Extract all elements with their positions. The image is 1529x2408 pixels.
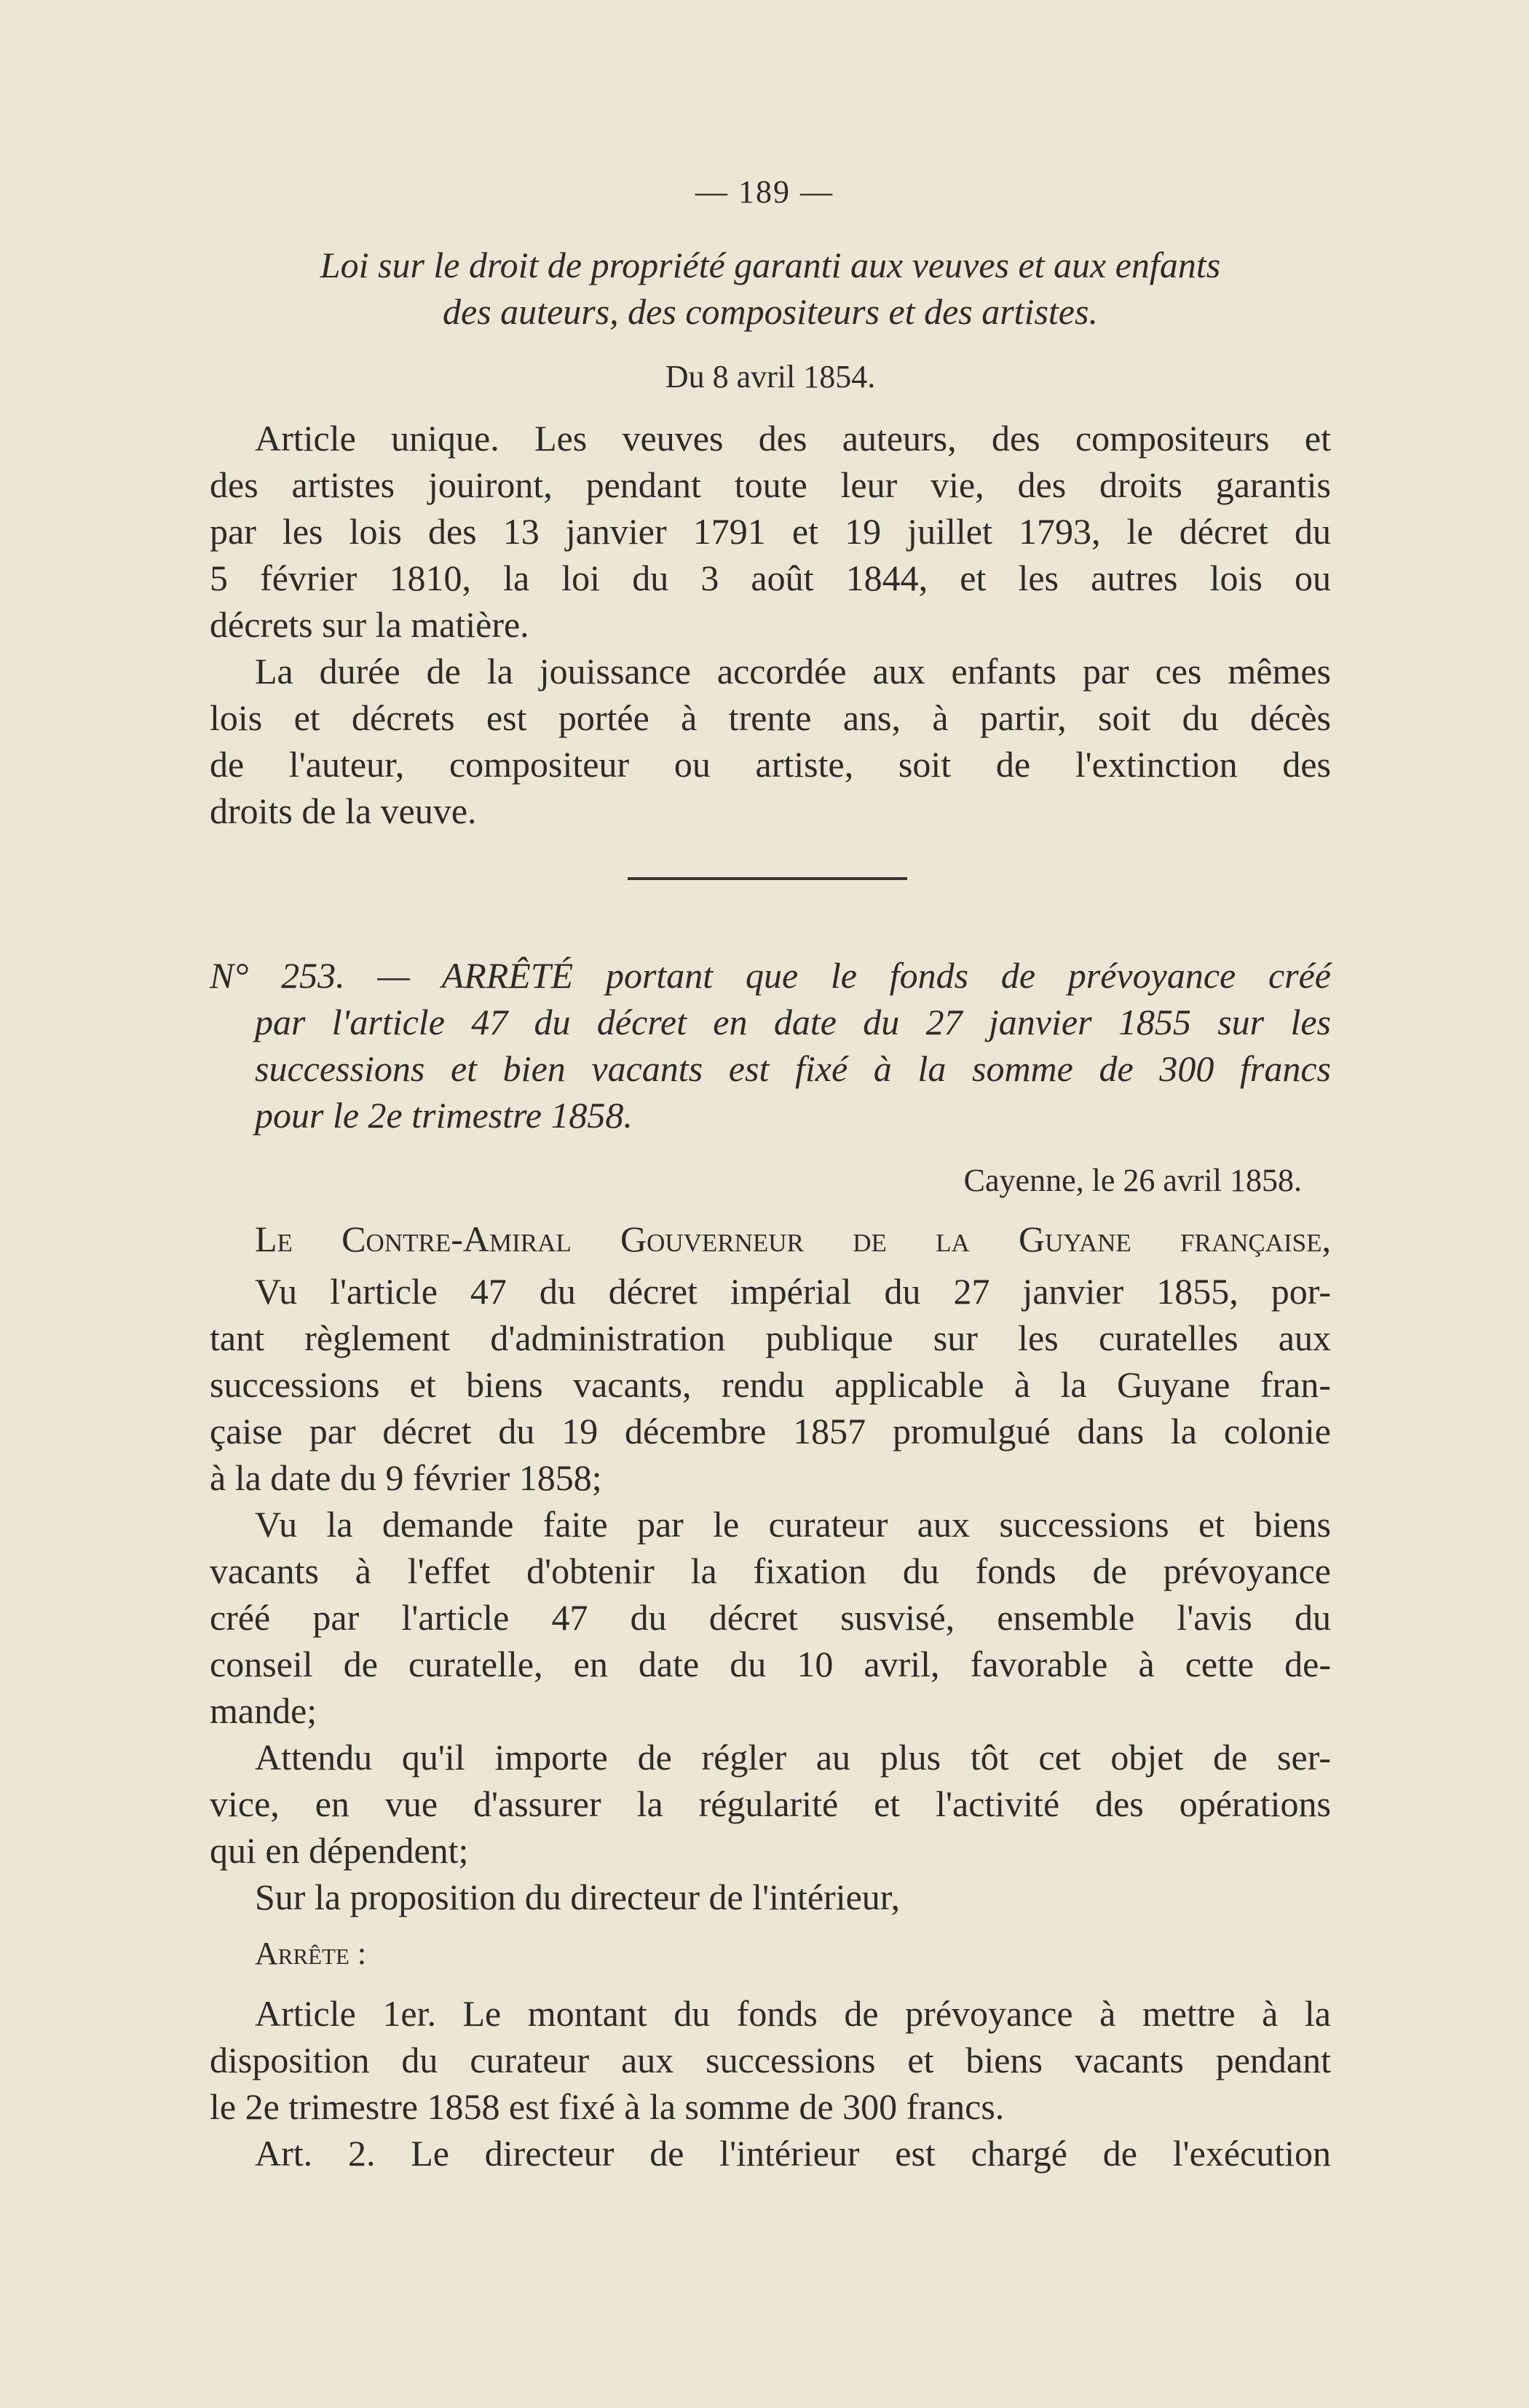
arrete-line: Sur la proposition du directeur de l'intérieur,: [255, 1877, 900, 1917]
law-line: décrets sur la matière.: [210, 604, 529, 645]
article-line: Art. 2. Le directeur de l'intérieur est chargé de l'exécution: [255, 2133, 1331, 2174]
arrete-heading-line: pour le 2e trimestre 1858.: [255, 1095, 633, 1136]
law-date: Du 8 avril 1854.: [665, 359, 876, 395]
law-title-line-2: des auteurs, des compositeurs et des artistes.: [443, 291, 1098, 332]
law-line: lois et décrets est portée à trente ans, à partir, soit du décès: [210, 697, 1331, 738]
arrete-heading-line: N° 253. — ARRÊTÉ portant que le fonds de prévoyance créé: [210, 955, 1331, 996]
law-line: La durée de la jouissance accordée aux enfants par ces mêmes: [255, 651, 1331, 692]
law-line: 5 février 1810, la loi du 3 août 1844, et les autres lois ou: [210, 558, 1331, 598]
arrete-line: créé par l'article 47 du décret susvisé, ensemble l'avis du: [210, 1597, 1331, 1638]
arrete-line: mande;: [210, 1690, 317, 1731]
section-divider: [628, 877, 907, 880]
article-line: Article 1er. Le montant du fonds de prévoyance à mettre à la: [255, 1993, 1331, 2034]
law-line: droits de la veuve.: [210, 791, 477, 831]
arrete-line: vice, en vue d'assurer la régularité et l'activité des opérations: [210, 1783, 1331, 1824]
law-line: Article unique. Les veuves des auteurs, des compositeurs et: [255, 418, 1331, 459]
arrete-heading-line: par l'article 47 du décret en date du 27 janvier 1855 sur les: [255, 1002, 1331, 1042]
arrete-heading-line: successions et bien vacants est fixé à la somme de 300 francs: [255, 1048, 1331, 1089]
place-date: Cayenne, le 26 avril 1858.: [963, 1163, 1302, 1198]
article-line: disposition du curateur aux successions et biens vacants pendant: [210, 2040, 1331, 2080]
arrete-line: vacants à l'effet d'obtenir la fixation du fonds de prévoyance: [210, 1550, 1331, 1591]
article-line: le 2e trimestre 1858 est fixé à la somme de 300 francs.: [210, 2086, 1005, 2127]
law-line: par les lois des 13 janvier 1791 et 19 juillet 1793, le décret du: [210, 511, 1331, 552]
arrete-line: çaise par décret du 19 décembre 1857 promulgué dans la colonie: [210, 1411, 1331, 1451]
arrete-line: conseil de curatelle, en date du 10 avril, favorable à cette de-: [210, 1644, 1331, 1684]
arrete-line: successions et biens vacants, rendu applicable à la Guyane fran-: [210, 1364, 1331, 1405]
law-title-line-1: Loi sur le droit de propriété garanti aux veuves et aux enfants: [320, 245, 1221, 285]
arrete-line: Attendu qu'il importe de régler au plus tôt cet objet de ser-: [255, 1737, 1331, 1778]
arrete-line: Vu l'article 47 du décret impérial du 27 janvier 1855, por-: [255, 1271, 1331, 1312]
arrete-line: tant règlement d'administration publique sur les curatelles aux: [210, 1318, 1331, 1358]
law-line: de l'auteur, compositeur ou artiste, soit de l'extinction des: [210, 744, 1331, 785]
page-number: — 189 —: [695, 174, 834, 210]
arrete-line: qui en dépendent;: [210, 1830, 469, 1871]
arrete-line: à la date du 9 février 1858;: [210, 1457, 602, 1498]
law-line: des artistes jouiront, pendant toute leur vie, des droits garantis: [210, 464, 1331, 505]
arrete-line: Vu la demande faite par le curateur aux successions et biens: [255, 1504, 1331, 1545]
governor-line: Le Contre-Amiral Gouverneur de la Guyane française,: [255, 1219, 1331, 1259]
arrete-label: Arrête :: [255, 1936, 367, 1971]
